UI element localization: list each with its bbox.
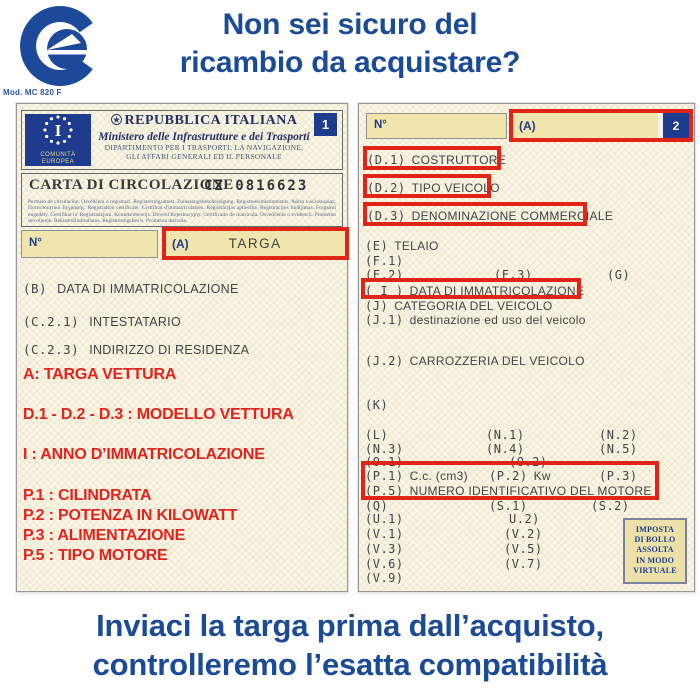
red-annotation: P.3 : ALIMENTAZIONE bbox=[23, 527, 186, 544]
field-code: (N.2) bbox=[599, 428, 638, 442]
doc-field bbox=[599, 440, 638, 458]
field-label: COSTRUTTORE bbox=[411, 153, 507, 167]
field-code: U.2) bbox=[509, 512, 540, 526]
field-code: (F.1) bbox=[365, 254, 404, 268]
field-code: (S.2) bbox=[591, 499, 630, 513]
doc-field bbox=[367, 151, 506, 169]
field-code: ( I ) bbox=[365, 284, 404, 298]
ministry-label: Ministero delle Infrastrutture e dei Trasporti bbox=[98, 131, 310, 143]
imposta-stamp-box bbox=[623, 518, 687, 584]
red-annotation: I : ANNO D’IMMATRICOLAZIONE bbox=[23, 446, 265, 463]
field-code: (N.5) bbox=[599, 442, 638, 456]
doc-field-row bbox=[23, 341, 249, 359]
field-code: (O.1) bbox=[365, 455, 404, 469]
field-code: (G) bbox=[607, 268, 631, 282]
doc-field bbox=[365, 569, 404, 587]
field-label: NUMERO IDENTIFICATIVO DEL MOTORE bbox=[409, 484, 652, 498]
field-label: INTESTATARIO bbox=[89, 315, 181, 329]
field-code: (K) bbox=[365, 398, 389, 412]
page-number-badge: 2 bbox=[663, 113, 689, 138]
doc-serial-number: CZ 0816623 bbox=[204, 178, 309, 194]
field-code: (V.5) bbox=[504, 542, 543, 556]
field-n: N° bbox=[21, 230, 158, 258]
page-title bbox=[0, 6, 700, 82]
field-label: CARROZZERIA DEL VEICOLO bbox=[409, 354, 585, 368]
field-a-value: TARGA bbox=[228, 236, 282, 251]
field-code: (J.1) bbox=[365, 313, 404, 327]
doc-field bbox=[365, 352, 585, 370]
field-label: C.c. (cm3) bbox=[409, 469, 468, 483]
field-code: (F.3) bbox=[494, 268, 533, 282]
svg-text:I: I bbox=[54, 121, 62, 140]
field-code: (O.2) bbox=[509, 455, 548, 469]
field-code: (V.7) bbox=[504, 557, 543, 571]
eu-label-line1: COMUNITÀ bbox=[40, 152, 76, 158]
doc-field bbox=[365, 396, 388, 414]
footer-line1: Inviaci la targa prima dall’acquisto, bbox=[96, 608, 604, 643]
field-code: (U.1) bbox=[365, 512, 404, 526]
field-code: (F.2) bbox=[365, 268, 404, 282]
field-a-code: (A) bbox=[172, 236, 189, 251]
form-model-label: Mod. MC 820 F bbox=[3, 88, 62, 97]
republic-label: REPUBBLICA ITALIANA bbox=[124, 113, 298, 128]
red-annotation: P.2 : POTENZA IN KILOWATT bbox=[23, 507, 238, 524]
field-code: (J) bbox=[365, 299, 389, 313]
field-label: TELAIO bbox=[394, 239, 439, 253]
field-code: (Q) bbox=[365, 499, 389, 513]
field-code: (V.1) bbox=[365, 527, 404, 541]
imposta-line: VIRTUALE bbox=[633, 565, 677, 575]
doc-field-row bbox=[23, 313, 181, 331]
doc-page-2 bbox=[358, 103, 695, 592]
field-code: (V.3) bbox=[365, 542, 404, 556]
field-label: TIPO VEICOLO bbox=[411, 181, 500, 195]
imposta-line: DI BOLLO bbox=[634, 535, 676, 545]
footer-line2: controlleremo l’esatta compatibilità bbox=[92, 647, 608, 682]
footer-message bbox=[0, 606, 700, 684]
doc-field bbox=[607, 266, 630, 284]
page-number-badge: 1 bbox=[314, 113, 337, 136]
department-line1: DIPARTIMENTO PER I TRASPORTI, LA NAVIGAZIONE, bbox=[104, 143, 304, 152]
field-code: (N.1) bbox=[486, 428, 525, 442]
field-code: (P.5) bbox=[365, 484, 404, 498]
field-code: (P.3) bbox=[599, 469, 638, 483]
field-n: N° bbox=[366, 113, 507, 139]
imposta-line: IMPOSTA bbox=[635, 525, 675, 534]
field-code: (B) bbox=[23, 281, 48, 296]
field-code: (V.2) bbox=[504, 527, 543, 541]
doc-field bbox=[365, 311, 586, 329]
page-title-line1: Non sei sicuro del bbox=[222, 8, 478, 41]
field-code: (E) bbox=[365, 239, 389, 253]
doc-field bbox=[367, 207, 613, 225]
red-annotation: A: TARGA VETTURA bbox=[23, 366, 177, 383]
doc-field-row bbox=[23, 280, 239, 298]
eu-flag-box bbox=[25, 114, 91, 166]
doc-field bbox=[504, 555, 543, 573]
doc-title: CARTA DI CIRCOLAZIONE bbox=[29, 177, 234, 193]
field-code: (D.1) bbox=[367, 153, 406, 167]
field-code: (N.3) bbox=[365, 442, 404, 456]
field-code: (P.1) bbox=[365, 469, 404, 483]
field-code: (C.2.3) bbox=[23, 342, 80, 357]
doc-page-1 bbox=[16, 103, 348, 592]
field-code: (J.2) bbox=[365, 354, 404, 368]
field-code: (L) bbox=[365, 428, 389, 442]
page-title-line2: ricambio da acquistare? bbox=[179, 46, 521, 79]
doc-header bbox=[21, 110, 343, 170]
doc-title-box bbox=[21, 173, 343, 227]
field-a-highlight bbox=[509, 109, 693, 142]
department-line2: GLI AFFARI GENERALI ED IL PERSONALE bbox=[126, 152, 282, 161]
imposta-line: IN MODO bbox=[635, 555, 675, 565]
field-label: DENOMINAZIONE COMMERCIALE bbox=[411, 209, 614, 223]
field-label: INDIRIZZO DI RESIDENZA bbox=[89, 343, 250, 357]
field-label: destinazione ed uso del veicolo bbox=[409, 313, 586, 327]
red-annotation: P.5 : TIPO MOTORE bbox=[23, 547, 168, 564]
field-code: (V.6) bbox=[365, 557, 404, 571]
field-label: DATA DI IMMATRICOLAZIONE bbox=[57, 282, 239, 296]
red-annotation: P.1 : CILINDRATA bbox=[23, 487, 152, 504]
field-label: Kw bbox=[533, 469, 551, 483]
republic-title bbox=[96, 113, 312, 130]
field-code: (P.2) bbox=[489, 469, 528, 483]
italy-emblem-icon bbox=[111, 114, 122, 130]
multilingual-fine-print: Permiso de circulación. Osvědčení o registraci. Registreringsattest. Zulassungsbescheinigung. Registreerimistunnistus. Άδεια κυκλοφορίας. Πιστοποιητικό Εγγραφής. Registration certificate. Certificat d'immatriculation. Registrācijas apliecība. Registracijos liudijimas. Forgalmi engedély. Ċertifikat ta' Reġistrazzjoni. Kentekenbewijs. Dowód Rejestracyjny. Certificado de matrícula. Osvedčenie o evidencii. Prometno dovoljenje. Rekisteröintitodistus. Registreringsbevis. Prometna dozvola. bbox=[28, 199, 336, 225]
eu-label-line2: EUROPEA bbox=[41, 158, 75, 165]
field-code: (D.2) bbox=[367, 181, 406, 195]
eu-stars-icon bbox=[25, 114, 91, 147]
field-code: (C.2.1) bbox=[23, 314, 80, 329]
field-a-targa-highlight bbox=[162, 227, 349, 260]
field-label: CATEGORIA DEL VEICOLO bbox=[394, 299, 553, 313]
doc-field bbox=[367, 179, 500, 197]
imposta-line: ASSOLTA bbox=[636, 545, 674, 555]
field-code: (V.9) bbox=[365, 571, 404, 585]
doc-header-text bbox=[96, 113, 312, 161]
red-annotation: D.1 - D.2 - D.3 : MODELLO VETTURA bbox=[23, 406, 294, 423]
doc-field bbox=[591, 497, 630, 515]
field-code: (D.3) bbox=[367, 209, 406, 223]
field-code: (N.4) bbox=[486, 442, 525, 456]
field-code: (S.1) bbox=[489, 499, 528, 513]
field-label: DATA DI IMMATRICOLAZIONE bbox=[409, 284, 585, 298]
field-a-code: (A) bbox=[519, 118, 536, 133]
